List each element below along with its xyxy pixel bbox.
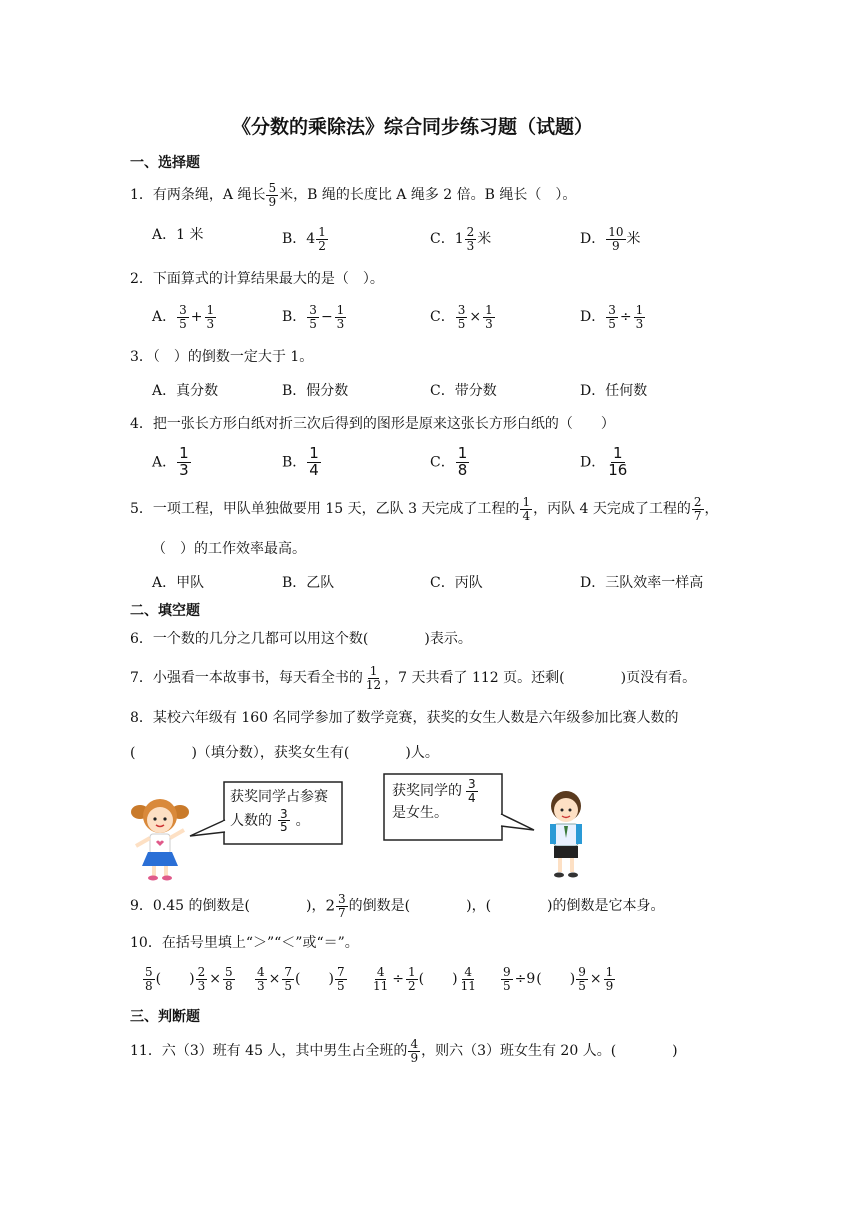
page-title: 《分数的乘除法》综合同步练习题（试题） xyxy=(232,116,594,138)
q2-option-a[interactable]: A． $\frac{3}{5}$ + $\frac{1}{3}$ xyxy=(152,303,215,331)
question-1: 1．有两条绳，A 绳长 $\frac{5}{9}$ 米，B 绳的长度比 A 绳多 2 倍。B 绳长（ ）。 xyxy=(130,181,577,209)
q5-option-a[interactable]: A．甲队 xyxy=(152,575,205,591)
q3-option-a[interactable]: A．真分数 xyxy=(152,383,219,399)
q5-option-d[interactable]: D．三队效率一样高 xyxy=(580,575,704,591)
q5-option-c[interactable]: C．丙队 xyxy=(430,575,483,591)
answer-blank[interactable]: ( ) xyxy=(155,971,195,988)
q3-option-b[interactable]: B．假分数 xyxy=(282,383,349,399)
bubble-1-text: 获奖同学占参赛 人数的 $\frac{3}{5}$ 。 xyxy=(230,789,328,835)
question-11: 11．六（3）班有 45 人，其中男生占全班的 $\frac{4}{9}$ ，则六（3）班女生有 20 人。( ) xyxy=(130,1037,678,1065)
question-6: 6．一个数的几分之几都可以用这个数( )表示。 xyxy=(130,631,472,647)
q1-option-c[interactable]: C．1 $\frac{2}{3}$ 米 xyxy=(430,225,492,253)
girl-illustration xyxy=(128,790,192,882)
boy-illustration xyxy=(538,786,594,880)
q1-option-b[interactable]: B．4 $\frac{1}{2}$ xyxy=(282,225,326,253)
q2-option-d[interactable]: D． $\frac{3}{5}$ ÷ $\frac{1}{3}$ xyxy=(580,303,644,331)
question-2: 2．下面算式的计算结果最大的是（ ）。 xyxy=(130,271,384,287)
question-10: 10．在括号里填上“＞”“＜”或“＝”。 xyxy=(130,935,359,951)
answer-blank[interactable]: ( ) xyxy=(295,971,334,988)
q10-expression-2: $\frac{4}{3}$ × $\frac{7}{5}$ ( ) $\frac{7}{5}$ xyxy=(257,965,345,993)
question-5-line2: （ ）的工作效率最高。 xyxy=(152,541,306,557)
question-3: 3．（ ）的倒数一定大于 1。 xyxy=(130,349,314,365)
question-8-line2: ( )（填分数），获奖女生有( )人。 xyxy=(130,745,439,761)
question-9: 9．0.45 的倒数是( )，2 $\frac{3}{7}$ 的倒数是( )，( )的倒数是它本身。 xyxy=(130,892,665,920)
q4-option-d[interactable]: D． $\frac{1}{16}$ xyxy=(580,444,628,479)
section-heading-judge: 三、判断题 xyxy=(130,1009,200,1025)
q2-option-b[interactable]: B． $\frac{3}{5}$ − $\frac{1}{3}$ xyxy=(282,303,345,331)
q1-option-d[interactable]: D． $\frac{10}{9}$ 米 xyxy=(580,225,641,253)
question-4: 4．把一张长方形白纸对折三次后得到的图形是原来这张长方形白纸的（ ） xyxy=(130,416,615,432)
q2-option-c[interactable]: C． $\frac{3}{5}$ × $\frac{1}{3}$ xyxy=(430,303,493,331)
q10-expression-4: $\frac{9}{5}$ ÷9( ) $\frac{9}{5}$ × $\frac{1}{9}$ xyxy=(503,965,614,993)
q3-option-d[interactable]: D．任何数 xyxy=(580,383,648,399)
q1-option-a[interactable]: A．1 米 xyxy=(152,227,204,243)
answer-blank[interactable]: ( ) xyxy=(418,971,458,988)
q4-option-b[interactable]: B． $\frac{1}{4}$ xyxy=(282,444,319,479)
answer-blank[interactable]: ( ) xyxy=(536,971,576,988)
bubble-2-text: 获奖同学的 $\frac{3}{4}$ 是女生。 xyxy=(392,777,476,822)
q10-expression-3: $\frac{4}{11}$ ÷ $\frac{1}{2}$ ( ) $\frac{4}{11}$ xyxy=(373,965,476,993)
q4-option-c[interactable]: C． $\frac{1}{8}$ xyxy=(430,444,468,479)
q5-option-b[interactable]: B．乙队 xyxy=(282,575,335,591)
question-8: 8．某校六年级有 160 名同学参加了数学竞赛，获奖的女生人数是六年级参加比赛人数的 xyxy=(130,710,679,726)
q3-option-c[interactable]: C．带分数 xyxy=(430,383,497,399)
q4-option-a[interactable]: A． $\frac{1}{3}$ xyxy=(152,444,189,479)
section-heading-choice: 一、选择题 xyxy=(130,155,200,171)
q10-expression-1: $\frac{5}{8}$ ( ) $\frac{2}{3}$ × $\frac{5}{8}$ xyxy=(145,965,233,993)
question-5: 5．一项工程，甲队单独做要用 15 天，乙队 3 天完成了工程的 $\frac{1}{4}$ ，丙队 4 天完成了工程的 $\frac{2}{7}$ ， xyxy=(130,495,719,523)
fraction: $\frac{5}{9}$ xyxy=(268,181,277,209)
question-7: 7．小强看一本故事书，每天看全书的 $\frac{1}{12}$ ，7 天共看了 112 页。还剩( )页没有看。 xyxy=(130,664,697,692)
section-heading-fill: 二、填空题 xyxy=(130,603,200,619)
